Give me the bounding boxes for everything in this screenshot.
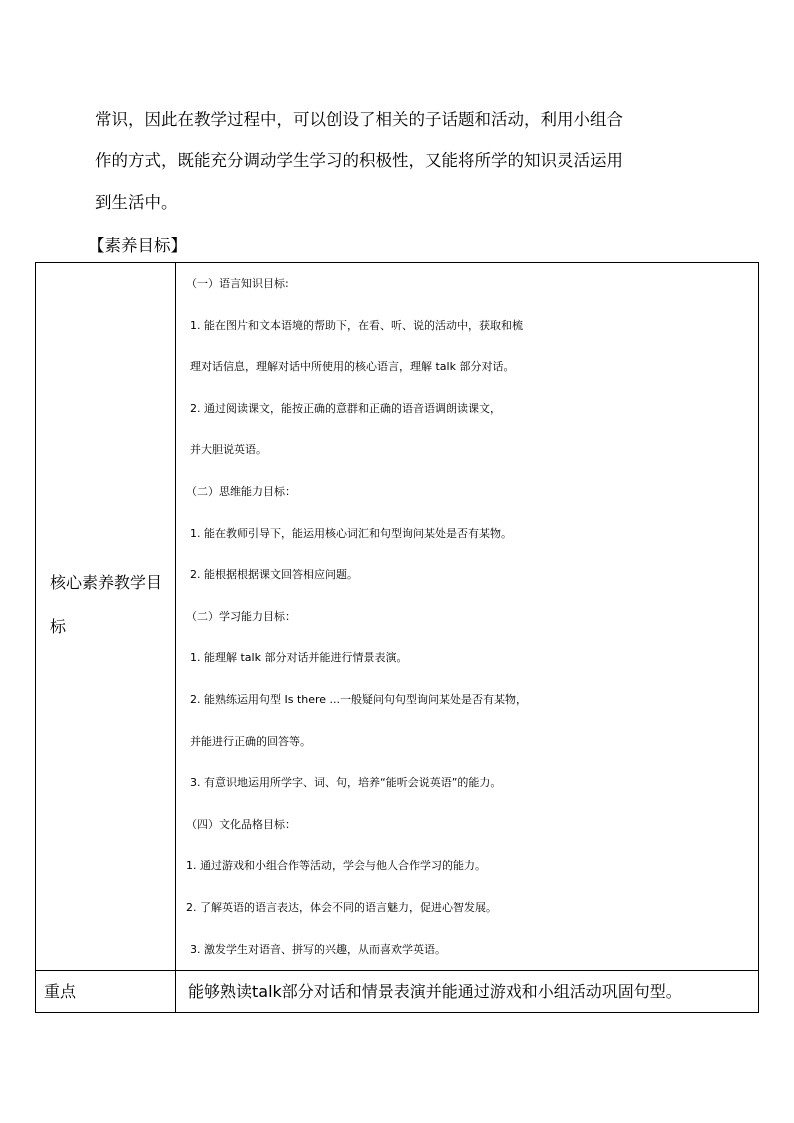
- goal-heading: （二）思维能力目标：: [186, 484, 296, 498]
- goal-item: 1. 能在教师引导下，能运用核心词汇和句型询问某处是否有某物。: [190, 526, 512, 540]
- goal-item: 1. 能理解 talk 部分对话并能进行情景表演。: [190, 651, 408, 665]
- goal-heading: （二）学习能力目标：: [186, 609, 296, 623]
- goal-item: 1. 通过游戏和小组合作等活动，学会与他人合作学习的能力。: [186, 859, 486, 873]
- goals-label-cell: [36, 263, 176, 971]
- intro-line: 作的方式，既能充分调动学生学习的积极性，又能将所学的知识灵活运用: [95, 151, 623, 170]
- intro-line: 到生活中。: [95, 193, 178, 212]
- goal-item: 2. 通过阅读课文，能按正确的意群和正确的语音语调朗读课文，: [190, 401, 501, 415]
- goal-item: 1. 能在图片和文本语境的帮助下，在看、听、说的活动中，获取和梳: [190, 318, 523, 332]
- goals-row: [36, 263, 759, 971]
- intro-line: 常识，因此在教学过程中，可以创设了相关的子话题和活动，利用小组合: [95, 110, 623, 129]
- goals-label: 核心素养教学目标: [50, 573, 163, 636]
- goal-heading: （一）语言知识目标:: [186, 277, 289, 290]
- goals-content-cell: [176, 263, 759, 971]
- goals-table: [35, 262, 759, 1013]
- section-heading: 【素养目标】: [88, 236, 187, 255]
- goal-item: 2. 了解英语的语言表达，体会不同的语言魅力，促进心智发展。: [186, 900, 497, 914]
- key-points-label: 重点: [36, 971, 176, 1013]
- goal-item: 并大胆说英语。: [190, 443, 267, 457]
- goal-item: 并能进行正确的回答等。: [190, 734, 311, 748]
- goal-item: 2. 能根据根据课文回答相应问题。: [190, 568, 358, 582]
- goal-heading: （四）文化品格目标：: [186, 817, 296, 831]
- key-points-text: 能够熟读talk部分对话和情景表演并能通过游戏和小组活动巩固句型。: [176, 971, 759, 1013]
- key-points-row: [36, 971, 759, 1013]
- goal-item: 3. 有意识地运用所学字、词、句，培养“能听会说英语”的能力。: [190, 776, 502, 790]
- goal-item: 理对话信息，理解对话中所使用的核心语言，理解 talk 部分对话。: [190, 360, 515, 374]
- goal-item: 3. 激发学生对语音、拼写的兴趣，从而喜欢学英语。: [190, 942, 446, 956]
- goal-item: 2. 能熟练运用句型 Is there ...一般疑问句句型询问某处是否有某物，: [190, 692, 528, 706]
